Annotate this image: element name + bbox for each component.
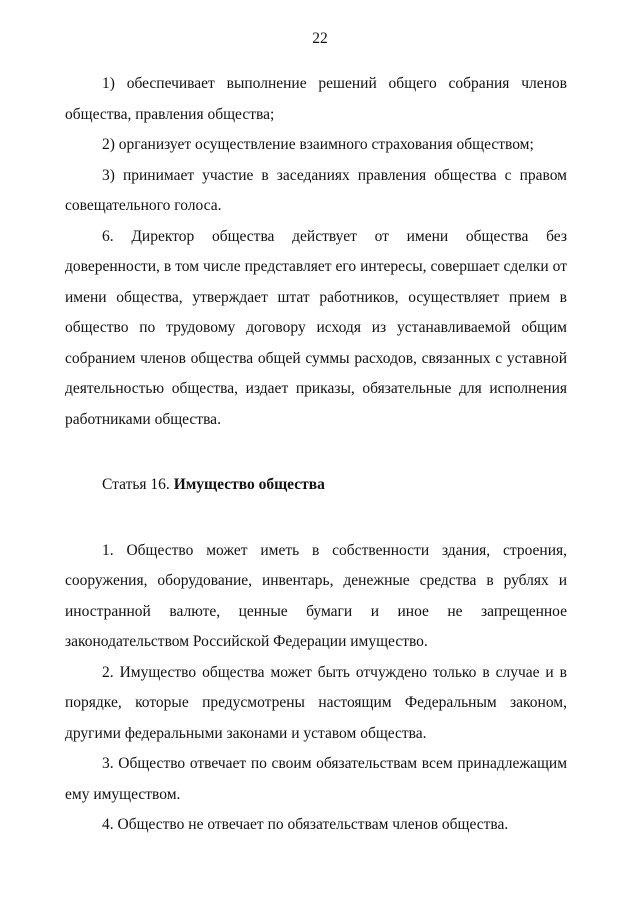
article-paragraph-3: 3. Общество отвечает по своим обязательствам всем принадлежащим ему имуществом.: [65, 755, 567, 803]
article-paragraph-2: 2. Имущество общества может быть отчуждено только в случае и в порядке, которые предусмотрены настоящим Федеральным законом, другими федеральными законами и уставом общества.: [65, 663, 567, 742]
article-paragraph-1: 1. Общество может иметь в собственности здания, строения, сооружения, оборудование, инвентарь, денежные средства в рублях и иностранной валюте, ценные бумаги и иное не запрещенное законодательством Российской Федерации имущество.: [65, 541, 567, 650]
article-paragraph-4: 4. Общество не отвечает по обязательствам членов общества.: [102, 816, 509, 833]
article-title: Имущество общества: [173, 476, 325, 493]
article-heading: [65, 470, 567, 501]
page-number: 22: [312, 30, 328, 47]
paragraph-item-1: 1) обеспечивает выполнение решений общего собрания членов общества, правления общества;: [65, 75, 567, 123]
document-body: [65, 69, 567, 841]
article-prefix: Статья 16.: [102, 476, 174, 493]
paragraph-item-3: 3) принимает участие в заседаниях правления общества с правом совещательного голоса.: [65, 166, 567, 214]
paragraph-clause-6: 6. Директор общества действует от имени общества без доверенности, в том числе представляет его интересы, совершает сделки от имени общества, утверждает штат работников, осуществляет прием в общество по трудовому договору исходя из устанавливаемой общим собранием членов общества общей суммы расходов, связанных с уставной деятельностью общества, издает приказы, обязательные для исполнения работниками общества.: [65, 227, 567, 428]
paragraph-item-2: 2) организует осуществление взаимного страхования обществом;: [102, 136, 534, 153]
